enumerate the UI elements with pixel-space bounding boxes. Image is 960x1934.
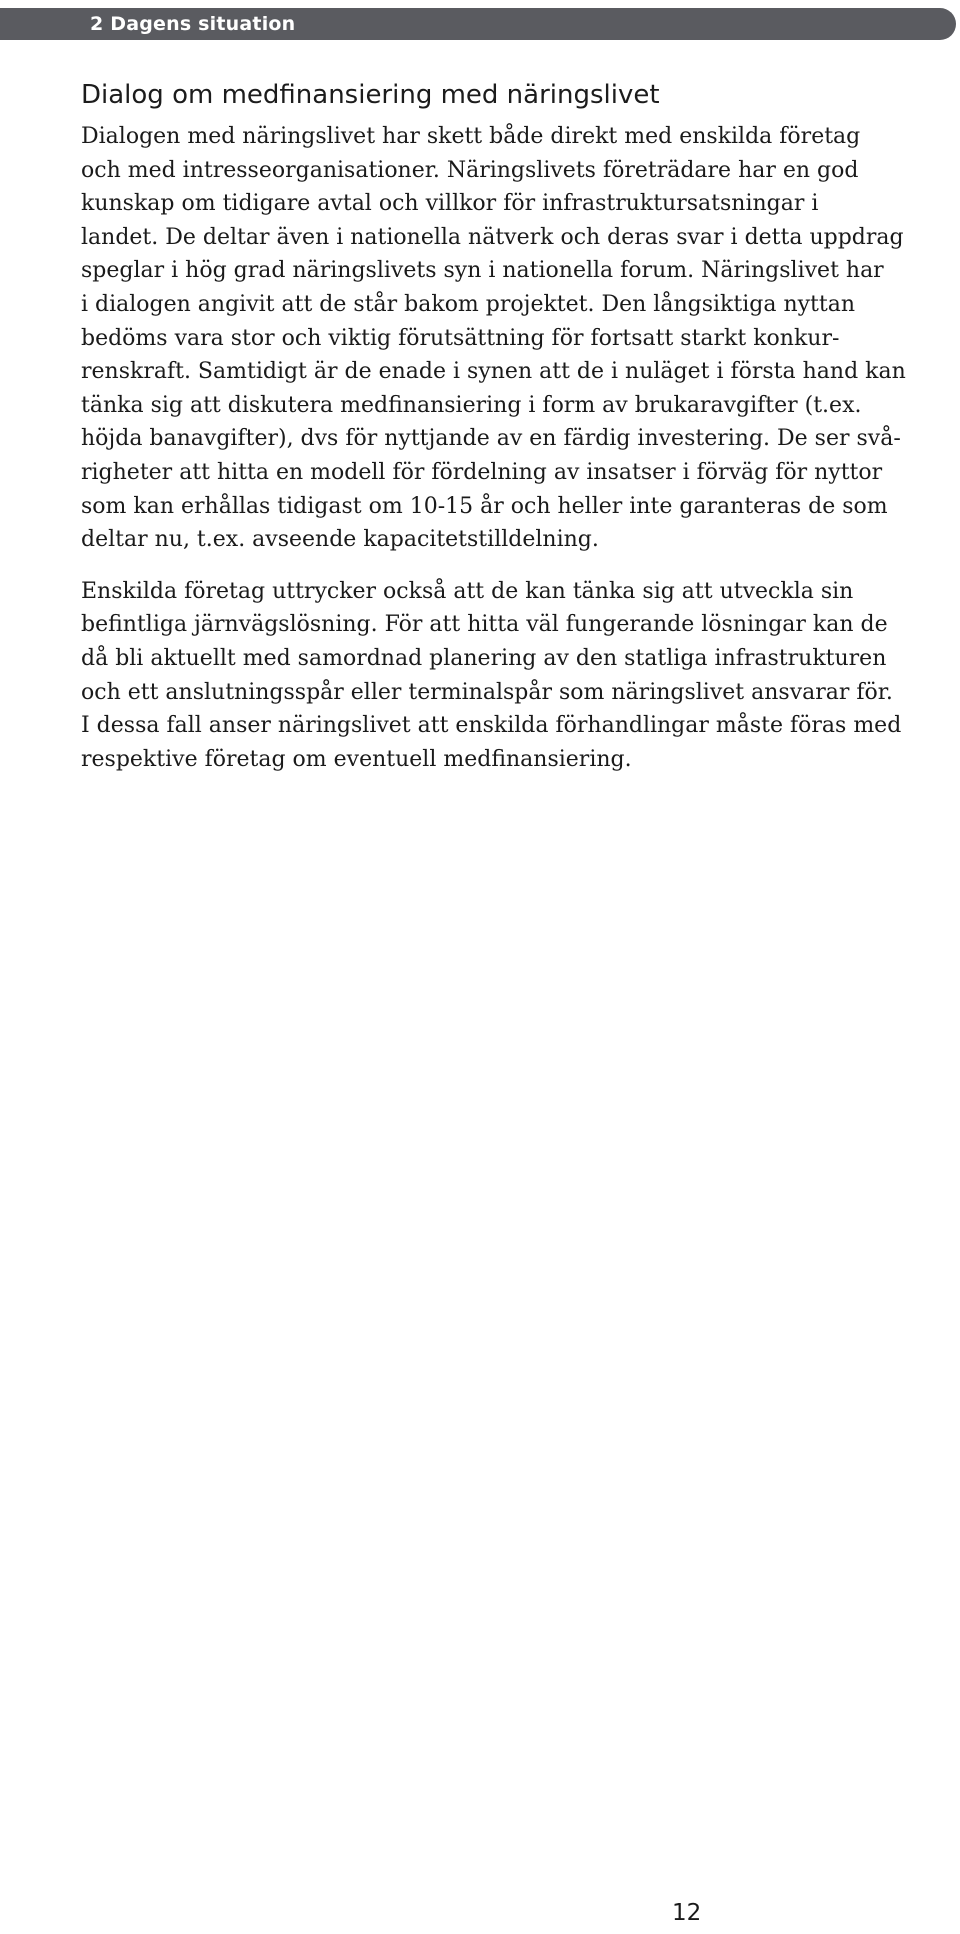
text-line: och med intresseorganisationer. Näringslivets företrädare har en god xyxy=(81,157,859,183)
paragraph-2 xyxy=(81,575,917,777)
paragraph-1 xyxy=(81,120,917,557)
text-line: befintliga järnvägslösning. För att hitta väl fungerande lösningar kan de xyxy=(81,612,888,638)
text-line: tänka sig att diskutera medfinansiering i form av brukaravgifter (t.ex. xyxy=(81,392,862,418)
page-number: 12 xyxy=(672,1900,702,1926)
text-line: kunskap om tidigare avtal och villkor för infrastruktursatsningar i xyxy=(81,191,819,217)
text-line: höjda banavgifter), dvs för nyttjande av en färdig investering. De ser svå- xyxy=(81,426,901,452)
text-line: I dessa fall anser näringslivet att enskilda förhandlingar måste föras med xyxy=(81,713,902,739)
text-line: Dialogen med näringslivet har skett både direkt med enskilda företag xyxy=(81,124,861,149)
text-line: speglar i hög grad näringslivets syn i nationella forum. Näringslivet har xyxy=(81,258,884,284)
text-line: i dialogen angivit att de står bakom projektet. Den långsiktiga nyttan xyxy=(81,291,856,317)
main-content xyxy=(81,76,917,776)
text-line: som kan erhållas tidigast om 10-15 år och heller inte garanteras de som xyxy=(81,493,888,519)
chapter-header-bar xyxy=(0,8,956,40)
text-line: deltar nu, t.ex. avseende kapacitetstilldelning. xyxy=(81,527,599,553)
text-line: bedöms vara stor och viktig förutsättning för fortsatt starkt konkur- xyxy=(81,325,840,351)
text-line: landet. De deltar även i nationella nätverk och deras svar i detta uppdrag xyxy=(81,224,904,250)
text-line: renskraft. Samtidigt är de enade i synen att de i nuläget i första hand kan xyxy=(81,359,906,385)
text-line: då bli aktuellt med samordnad planering av den statliga infrastrukturen xyxy=(81,645,887,671)
text-line: respektive företag om eventuell medfinansiering. xyxy=(81,746,632,772)
text-line: Enskilda företag uttrycker också att de kan tänka sig att utveckla sin xyxy=(81,578,854,604)
chapter-title: 2 Dagens situation xyxy=(90,13,296,35)
section-heading: Dialog om medfinansiering med näringslivet xyxy=(81,80,660,110)
text-line: righeter att hitta en modell för fördelning av insatser i förväg för nyttor xyxy=(81,459,883,485)
text-line: och ett anslutningsspår eller terminalspår som näringslivet ansvarar för. xyxy=(81,679,893,705)
